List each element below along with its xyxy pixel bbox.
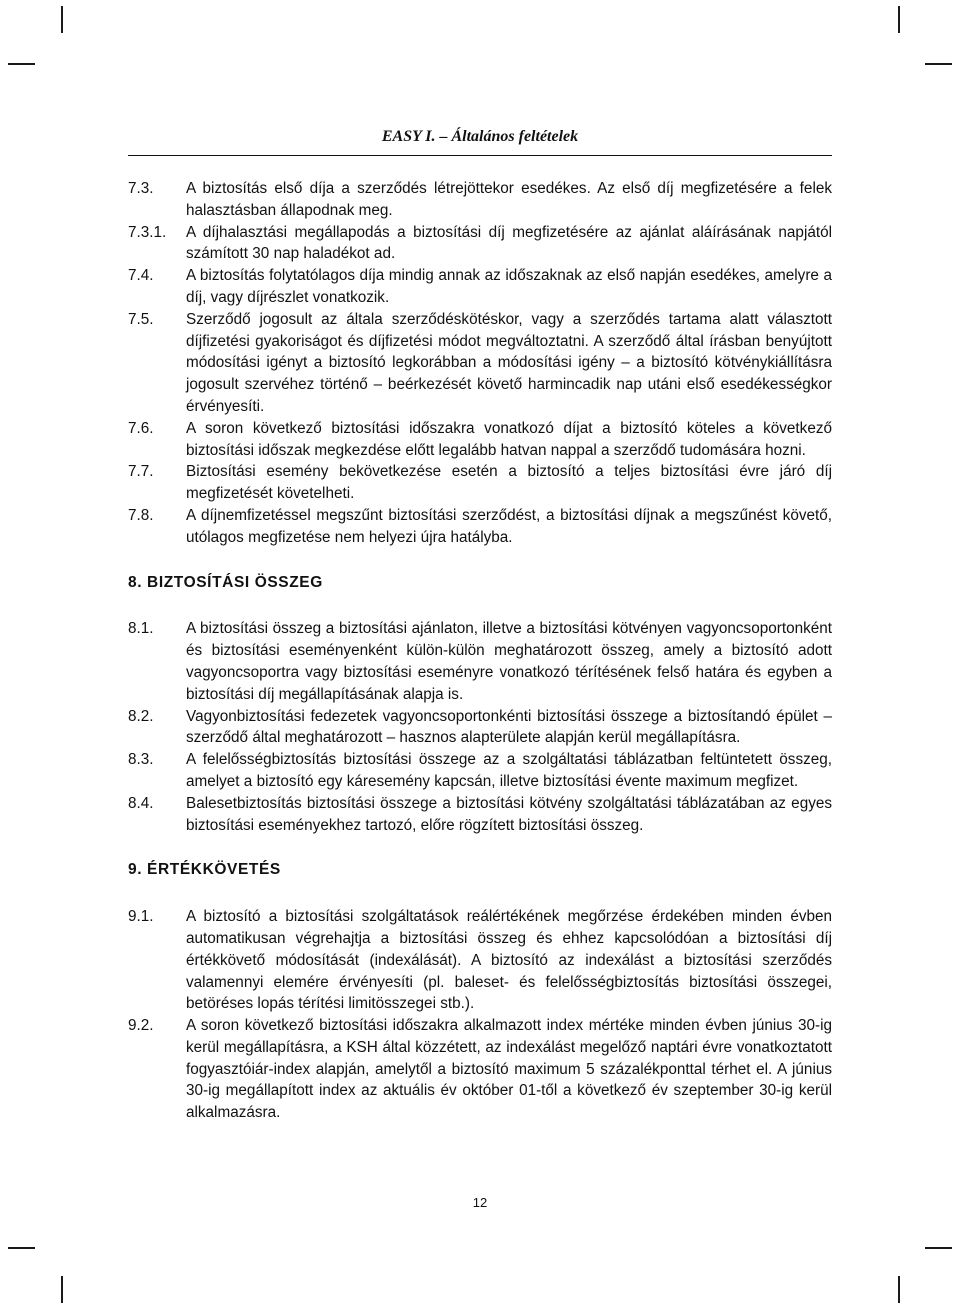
- clause-text: Biztosítási esemény bekövetkezése esetén a biztosító a teljes biztosítási évre járó díj megfizetését követelheti.: [186, 463, 832, 503]
- crop-mark: [898, 6, 900, 33]
- clause-7-3: [128, 178, 832, 222]
- crop-mark: [925, 63, 952, 65]
- clause-text: A biztosító a biztosítási szolgáltatások reálértékének megőrzése érdekében minden évben automatikusan végrehajtja a biztosítási összeg és ehhez kapcsolódóan a biztosítási díj értékkövető módosítását (indexálását). A biztosító az indexálást a biztosítási szerződés valamennyi elemére érvényesíti (pl. baleset- és felelősségbiztosítás biztosítási összegei, betöréses lopás térítési limitösszegei stb.).: [186, 908, 832, 1013]
- page-number: 12: [472, 1195, 488, 1210]
- clause-number: 8.1.: [128, 620, 154, 638]
- clause-8-4: [128, 793, 832, 837]
- clause-text: Balesetbiztosítás biztosítási összege a biztosítási kötvény szolgáltatási táblázatában az egyes biztosítási eseményekhez tartozó, előre rögzített biztosítási összeg.: [186, 794, 832, 834]
- section-heading-8: 8. BIZTOSÍTÁSI ÖSSZEG: [128, 573, 323, 591]
- clause-number: 8.3.: [128, 751, 154, 769]
- section-heading-9: 9. ÉRTÉKKÖVETÉS: [128, 861, 281, 879]
- clause-number: 9.1.: [128, 908, 154, 926]
- running-header: EASY I. – Általános feltételek: [381, 128, 579, 145]
- clause-7-3-1: [128, 222, 832, 266]
- clause-text: A biztosítási összeg a biztosítási ajánlaton, illetve a biztosítási kötvényen vagyoncsoportonként és biztosítási eseményenként külön-külön meghatározott összeg, amely a biztosító adott vagyoncsoportra vagy biztosítási eseményre vonatkozó térítésének felső határa és egyben a biztosítási díj megállapításának alapja is.: [186, 620, 832, 703]
- clause-text: A biztosítás első díja a szerződés létrejöttekor esedékes. Az első díj megfizetésére a felek halasztásban állapodnak meg.: [186, 180, 832, 219]
- clause-number: 7.3.: [128, 180, 154, 197]
- clause-number: 7.7.: [128, 463, 154, 481]
- clause-9-1: [128, 906, 832, 1015]
- crop-mark: [898, 1276, 900, 1303]
- clause-text: A soron következő biztosítási időszakra vonatkozó díjat a biztosító köteles a következő biztosítási időszak megkezdése előtt legalább hatvan nappal a szerződő tudomására hozni.: [186, 419, 832, 459]
- clause-9-2: [128, 1015, 832, 1124]
- clause-7-5: [128, 309, 832, 418]
- crop-mark: [61, 1276, 63, 1303]
- clause-number: 7.5.: [128, 310, 154, 328]
- clause-7-7: [128, 461, 832, 505]
- clause-number: 9.2.: [128, 1017, 154, 1035]
- clause-number: 7.8.: [128, 506, 154, 524]
- clause-8-1: [128, 618, 832, 705]
- clause-text: A díjnemfizetéssel megszűnt biztosítási szerződést, a biztosítási díjnak a megszűnést követő, utólagos megfizetése nem helyezi újra hatályba.: [186, 506, 832, 546]
- clause-number: 8.4.: [128, 794, 154, 812]
- header-rule: [128, 155, 832, 156]
- clause-text: A felelősségbiztosítás biztosítási összege az a szolgáltatási táblázatban feltüntetett összeg, amelyet a biztosító egy káresemény kapcsán, illetve biztosítási évente maximum megfizet.: [186, 751, 832, 790]
- crop-mark: [61, 6, 63, 33]
- clause-8-3: [128, 749, 832, 793]
- clause-text: A soron következő biztosítási időszakra alkalmazott index mértéke minden évben június 30-ig kerül megállapításra, a KSH által közzétett, az indexálást megelőző naptári évre vonatkoztatott fogyasztóiár-index alapján, amelytől a biztosító maximum 5 százalékponttal térhet el. A június 30-ig megállapított index az aktuális év október 01-től a következő év szeptember 30-ig kerül alkalmazásra.: [186, 1017, 832, 1122]
- clause-7-6: [128, 418, 832, 462]
- crop-mark: [8, 63, 35, 65]
- clause-number: 7.4.: [128, 267, 154, 285]
- crop-mark: [8, 1247, 35, 1249]
- clause-text: Vagyonbiztosítási fedezetek vagyoncsoportonkénti biztosítási összege a biztosítandó épület – szerződő által meghatározott – hasznos alapterülete alapján kerül megállapításra.: [186, 707, 832, 747]
- clause-text: Szerződő jogosult az általa szerződéskötéskor, vagy a szerződés tartama alatt választott díjfizetési gyakoriságot és díjfizetési módot megváltoztatni. A szerződő által írásban benyújtott módosítási igényt a biztosító legkorábban a módosítási igény – a biztosító kötvénykiállításra jogosult szervéhez történő – beérkezését követő harmincadik nap utáni első esedékességkor érvényesíti.: [186, 310, 832, 415]
- clause-number: 7.6.: [128, 419, 154, 437]
- crop-mark: [925, 1247, 952, 1249]
- clause-7-8: [128, 505, 832, 549]
- clause-number: 7.3.1.: [128, 223, 167, 241]
- clause-7-4: [128, 265, 832, 309]
- document-body: [128, 178, 832, 1124]
- clause-number: 8.2.: [128, 707, 154, 725]
- clause-text: A díjhalasztási megállapodás a biztosítási díj megfizetésére az ajánlat aláírásának napjától számított 30 nap haladékot ad.: [186, 223, 832, 263]
- clause-text: A biztosítás folytatólagos díja mindig annak az időszaknak az első napján esedékes, amelyre a díj, vagy díjrészlet vonatkozik.: [186, 267, 832, 306]
- clause-8-2: [128, 706, 832, 750]
